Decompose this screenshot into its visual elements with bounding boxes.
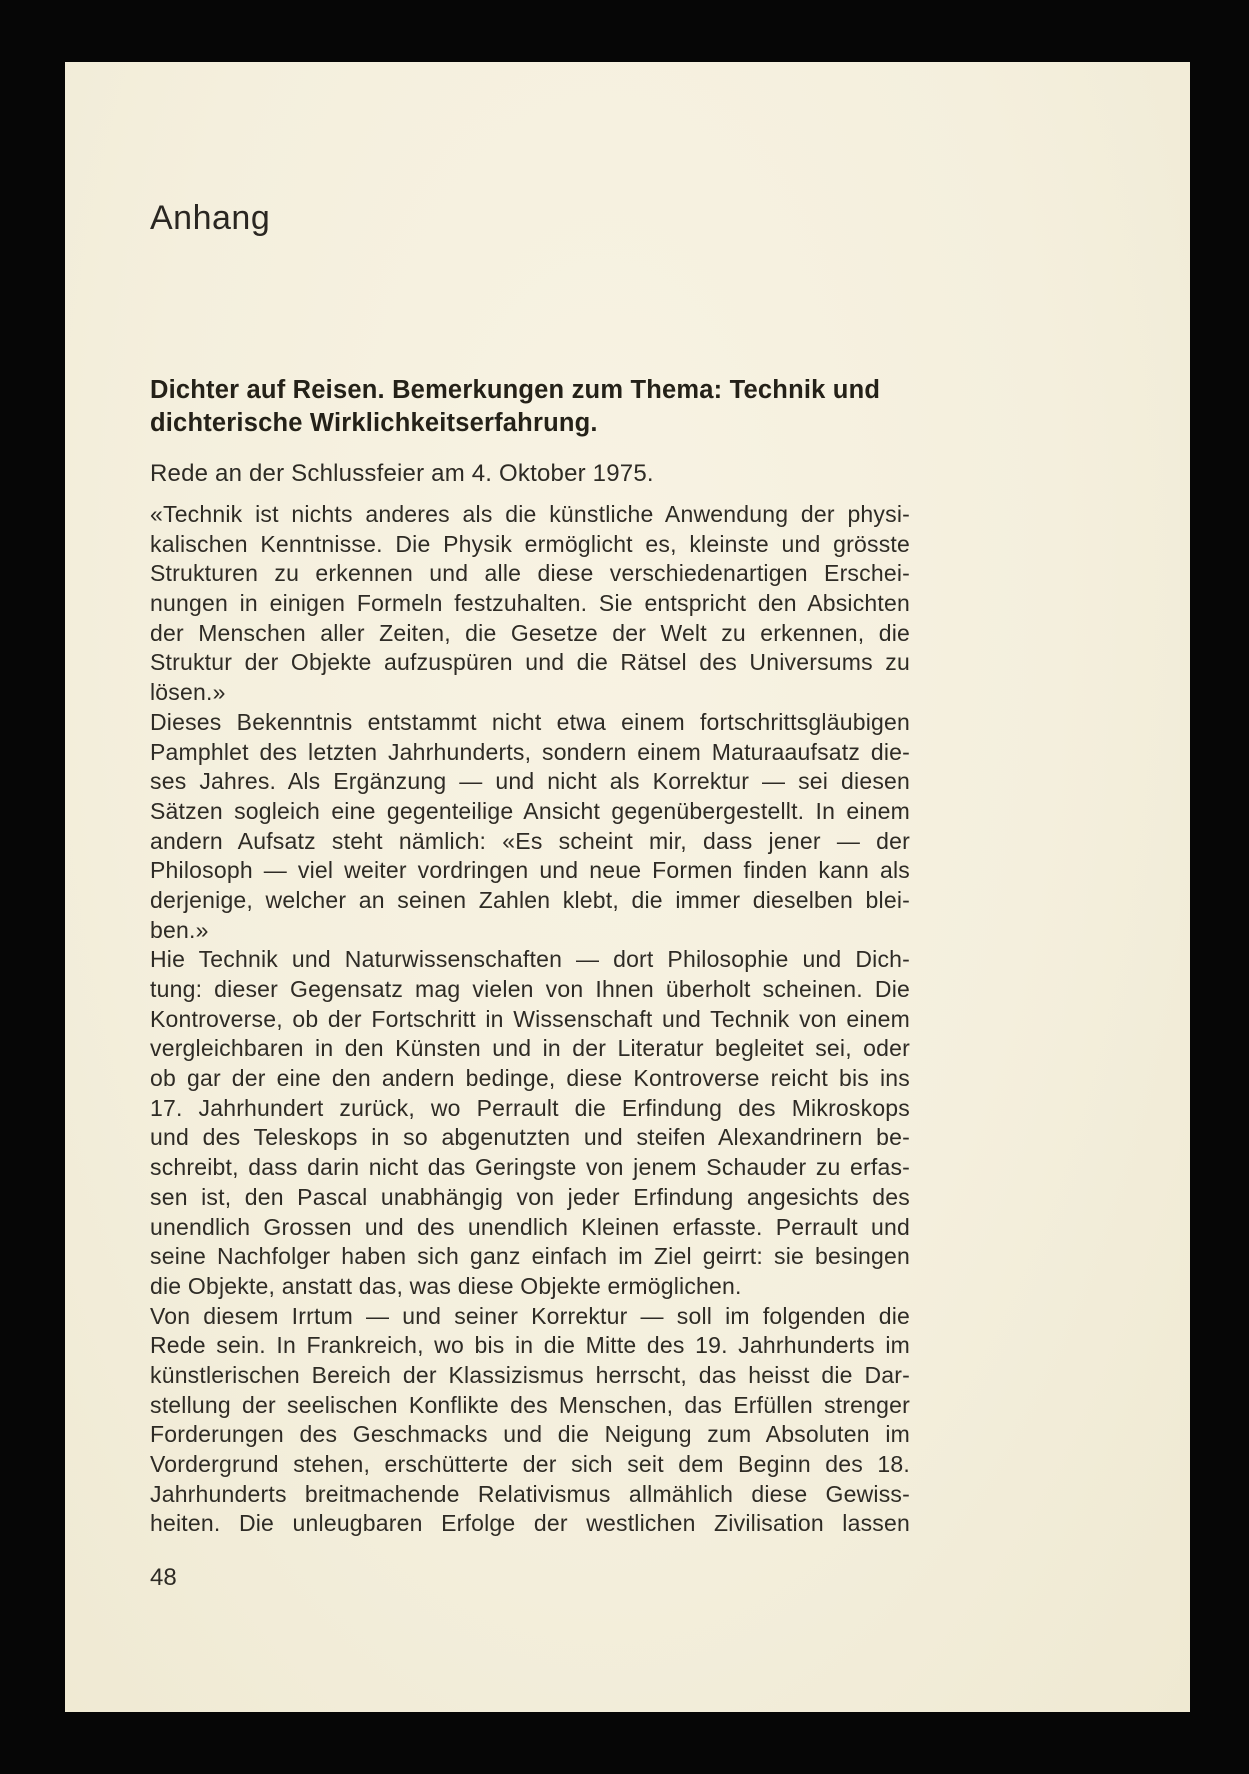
text-line: Forderungen des Geschmacks und die Neigung zum Absoluten im: [150, 1421, 910, 1448]
text-line: seine Nachfolger haben sich ganz einfach im Ziel geirrt: sie besingen: [150, 1243, 910, 1270]
text-line: ob gar der eine den andern bedinge, diese Kontroverse reicht bis ins: [150, 1065, 910, 1092]
article-heading-line-2: dichterische Wirklichkeitserfahrung.: [150, 409, 598, 437]
text-line: Rede sein. In Frankreich, wo bis in die Mitte des 19. Jahrhunderts im: [150, 1332, 910, 1359]
text-line: Sätzen sogleich eine gegenteilige Ansicht gegenübergestellt. In einem: [150, 797, 910, 824]
section-title: Anhang: [150, 199, 271, 237]
text-line: die Objekte, anstatt das, was diese Objekte ermöglichen.: [150, 1272, 742, 1299]
text-line: künstlerischen Bereich der Klassizismus herrscht, das heisst die Dar-: [150, 1361, 910, 1388]
article-heading: [150, 374, 930, 440]
text-line: andern Aufsatz steht nämlich: «Es scheint mir, dass jener — der: [150, 827, 910, 854]
text-line: und des Teleskops in so abgenutzten und steifen Alexandrinern be-: [150, 1124, 910, 1151]
text-line: tung: dieser Gegensatz mag vielen von Ihnen überholt scheinen. Die: [150, 976, 910, 1002]
document-page: [65, 62, 1190, 1712]
text-line: 17. Jahrhundert zurück, wo Perrault die Erfindung des Mikroskops: [150, 1094, 910, 1121]
text-line: Jahrhunderts breitmachende Relativismus allmählich diese Gewiss-: [150, 1480, 910, 1507]
page-number: 48: [150, 1564, 177, 1591]
text-line: Struktur der Objekte aufzuspüren und die Rätsel des Universums zu: [150, 649, 910, 676]
text-line: vergleichbaren in den Künsten und in der Literatur begleitet sei, oder: [150, 1035, 910, 1062]
text-line: Hie Technik und Naturwissenschaften — dort Philosophie und Dich-: [150, 946, 910, 973]
text-line: ses Jahres. Als Ergänzung — und nicht als Korrektur — sei diesen: [150, 768, 910, 795]
text-line: stellung der seelischen Konflikte des Menschen, das Erfüllen strenger: [150, 1391, 910, 1418]
text-line: der Menschen aller Zeiten, die Gesetze der Welt zu erkennen, die: [150, 619, 910, 646]
text-line: ben.»: [150, 916, 209, 943]
text-line: Pamphlet des letzten Jahrhunderts, sondern einem Maturaaufsatz die-: [150, 738, 910, 765]
text-line: kalischen Kenntnisse. Die Physik ermöglicht es, kleinste und grösste: [150, 530, 910, 557]
text-line: derjenige, welcher an seinen Zahlen klebt, die immer dieselben blei-: [150, 886, 910, 913]
body-text: [150, 500, 910, 1539]
text-line: Kontroverse, ob der Fortschritt in Wissenschaft und Technik von einem: [150, 1005, 910, 1032]
text-line: Strukturen zu erkennen und alle diese verschiedenartigen Erschei-: [150, 560, 910, 587]
text-line: Dieses Bekenntnis entstammt nicht etwa einem fortschrittsgläubigen: [150, 708, 910, 735]
text-line: Von diesem Irrtum — und seiner Korrektur — soll im folgenden die: [150, 1302, 910, 1329]
text-line: nungen in einigen Formeln festzuhalten. Sie entspricht den Absichten: [150, 590, 910, 617]
text-line: heiten. Die unleugbaren Erfolge der westlichen Zivilisation lassen: [150, 1510, 910, 1537]
article-subtitle: Rede an der Schlussfeier am 4. Oktober 1975.: [150, 460, 654, 487]
text-line: lösen.»: [150, 679, 226, 706]
text-line: sen ist, den Pascal unabhängig von jeder Erfindung angesichts des: [150, 1183, 910, 1210]
text-line: «Technik ist nichts anderes als die künstliche Anwendung der physi-: [150, 501, 910, 527]
text-line: Philosoph — viel weiter vordringen und neue Formen finden kann als: [150, 857, 910, 884]
text-line: schreibt, dass darin nicht das Geringste von jenem Schauder zu erfas-: [150, 1154, 910, 1181]
text-line: unendlich Grossen und des unendlich Kleinen erfasste. Perrault und: [150, 1213, 910, 1240]
text-line: Vordergrund stehen, erschütterte der sich seit dem Beginn des 18.: [150, 1451, 910, 1477]
article-heading-line-1: Dichter auf Reisen. Bemerkungen zum Thema: Technik und: [150, 376, 881, 404]
